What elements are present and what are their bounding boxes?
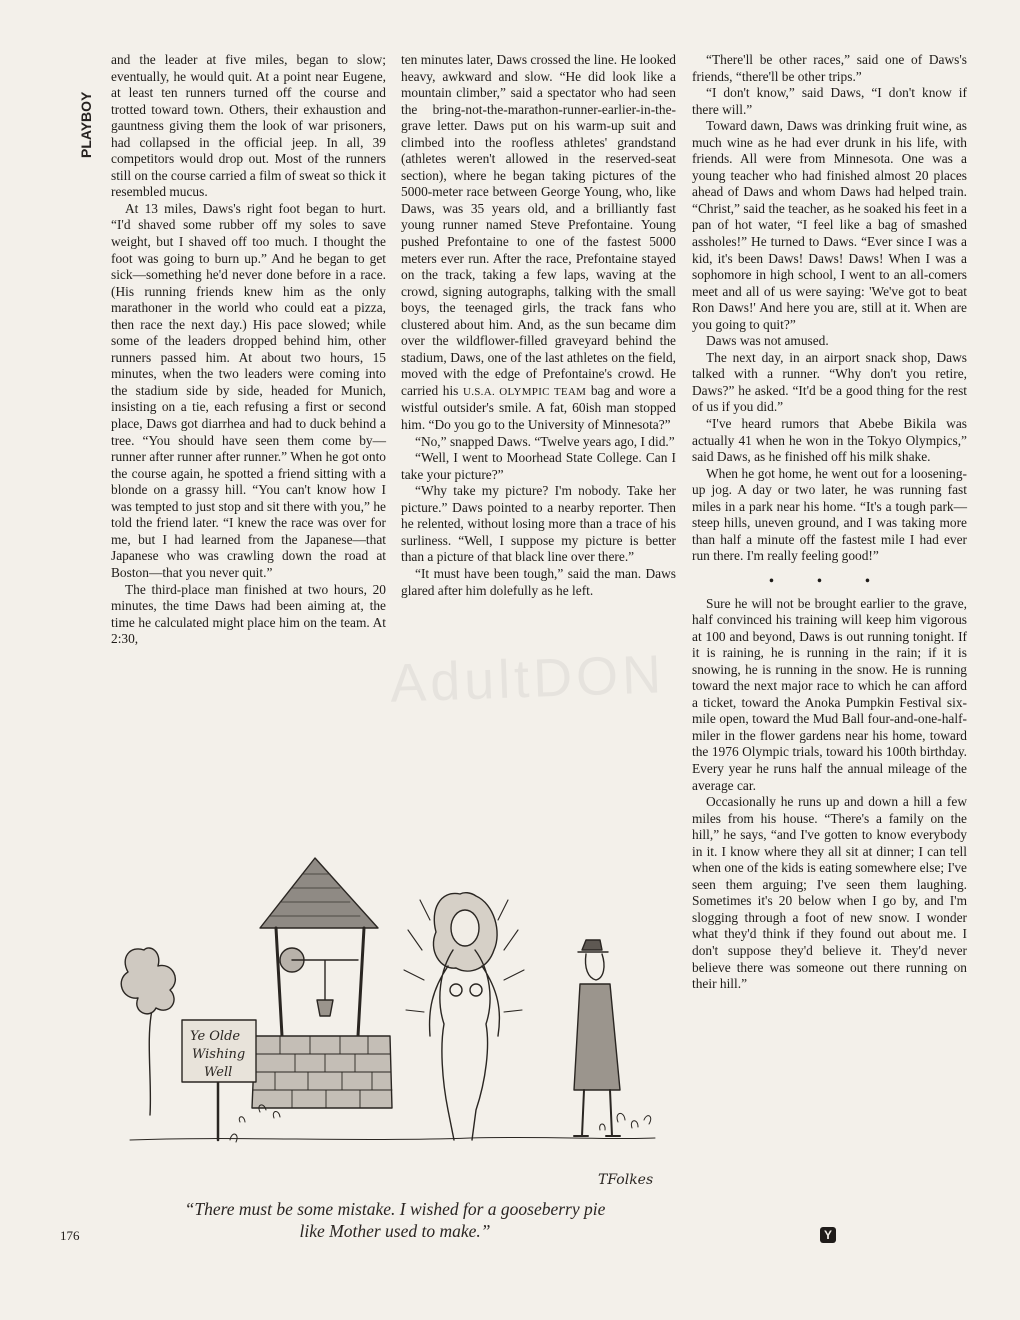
paragraph: “No,” snapped Daws. “Twelve years ago, I did.”	[415, 433, 675, 449]
paragraph: The next day, in an airport snack shop, Daws talked with a runner. “Why don't you retire, Daws?” he asked. “It'd be a good thing for the rest of us if you did.”	[692, 349, 967, 415]
paragraph: “Why take my picture? I'm nobody. Take her picture.” Daws pointed to a nearby reporter. Then he relented, without losing more than a trace of his surliness. “Well, I suppose my picture is better than a picture of that black line over there.”	[401, 483, 676, 565]
cartoon-caption: “There must be some mistake. I wished for a gooseberry pie like Mother used to make.”	[184, 1199, 606, 1241]
paragraph: “Well, I went to Moorhead State College. Can I take your picture?”	[401, 450, 676, 482]
sign-text-line1: Ye Olde	[190, 1029, 241, 1044]
well-posts	[276, 928, 364, 1036]
paragraph: Sure he will not be brought earlier to the grave, half convinced his training will keep him vigorous at 100 and beyond, Daws is out running tonight. If it is raining, he is running in the rain; if it is snowing, he is running in the snow. He is running toward the next major race to which he can afford a ticket, toward the Anoka Pumpkin Festival six-mile open, toward the Mud Ball four-and-one-half-miler in the flower gardens near his home, toward the 1976 Olympic trials, toward his 100th birthday. Every year he runs half the annual mileage of the average car.	[692, 595, 967, 793]
paragraph: The third-place man finished at two hours, 20 minutes, the time Daws had been aiming at, the time he calculated might place him on the team. At 2:30,	[111, 581, 386, 647]
flowers-right	[600, 1113, 651, 1130]
flowers-left	[230, 1105, 280, 1142]
tree-foliage	[121, 948, 175, 1014]
paragraph: When he got home, he went out for a loosening-up jog. A day or two later, he was running fast miles in a park near his home. “It's a tough park—steep hills, uneven ground, and I was taking more than half a minute off the fastest mile I had ever run there. I'm really feeling good!”	[692, 465, 967, 564]
page-number: 176	[60, 1228, 80, 1243]
paragraph: “There'll be other races,” said one of Daws's friends, “there'll be other trips.”	[692, 52, 967, 84]
paragraph: Toward dawn, Daws was drinking fruit wine, as much wine as he had ever drunk in his life, with friends. All were from Minnesota. One was a young teacher who had finished almost 20 places ahead of Daws and whom Daws had helped train. “Christ,” said the teacher, as he soaked his feet in a pan of hot water, “I feel like a bag of smashed assholes!” He turned to Daws. “Ever since I was a kid, it's been Daws! Daws! Daws! When I was a sophomore in high school, I went to an all-comers meet and all of us were saying: 'We've got to beat Ron Daws!' And here you are, still at it. When are you going to quit?”	[692, 118, 967, 332]
man-coat	[574, 984, 620, 1090]
paragraph: Daws was not amused.	[706, 333, 829, 349]
paragraph: “I've heard rumors that Abebe Bikila was actually 41 when he won in the Tokyo Olympics,” said Daws, as he finished off his milk shake.	[692, 416, 967, 465]
paragraph: and the leader at five miles, began to slow; eventually, he would quit. At a point near Eugene, at least ten runners turned off the course and trotted toward town. Others, their exhaustion and gauntness giving them the look of war prisoners, had collapsed in the official jeep. In all, 39 competitors would drop out. Most of the runners still on the course carried a film of sweat so thick it resembled mucus.	[111, 52, 386, 200]
paragraph-text: bag and wore a wistful outsider's smile. A fat, 60ish man stopped him. “Do you go to the University of Minnesota?”	[401, 382, 676, 433]
running-head-brand: PLAYBOY	[78, 91, 94, 159]
end-of-article-mark: Y	[820, 1227, 836, 1243]
man-hat	[578, 940, 608, 952]
paragraph: Occasionally he runs up and down a hill a few miles from his house. “There's a family on the hill,” he says, “and I've gotten to know everybody in it. I know where they all sit at dinner; I can tell when one of the kids is eating somewhere else; I've seen them arguing; I've seen them laughing. Sometimes it's 20 below when I go by, and I'm slogging through a foot of new snow. I wonder what they'd think if they found out about me. I don't suppose they'd believe it. They'd never believe there was someone out there running on their hill.”	[692, 794, 967, 992]
paragraph: “I don't know,” said Daws, “I don't know if there will.”	[692, 85, 967, 117]
paragraph: At 13 miles, Daws's right foot began to hurt. “I'd shaved some rubber off my soles to save weight, but I shaved off too much. I thought the foot was going to burn up.” And he began to get sick—something he'd never done before in a race. (His running friends knew him as the only marathoner in the world who could eat a pizza, then race the next day.) His pace slowed; while some of the leaders dropped behind him, other runners passed him. At about two hours, 15 minutes, when the two leaders were coming into the stadium side by side, headed for Munich, insisting on a tie, each refusing a first or second place, Daws got diarrhea and had to duck behind a tree. “You should have seen them come by—runner after runner after runner.” When he got onto the course again, he spotted a friend sitting with a blonde on a grassy hill. “You can't know how I was tempted to just stop and sit there with you,” he told the friend later. “I knew the race was over for me, but I had learned from the Japanese—that Japanese who was crawling down the road at Boston—that you never quit.”	[111, 200, 386, 580]
paragraph-text: ten minutes later, Daws crossed the line. He looked heavy, awkward and slow. “He did look like a mountain climber,” said a spectator who had seen the bring-not-the-marathon-runner-earlier-in-the-grave letter. Daws put on his warm-up suit and climbed into the roofless athletes' grandstand (athletes weren't allowed in the reserved-seat section), where he began taking pictures of the 5000-meter race between George Young, who, like Daws, was 35 years old, and a brilliantly fast young runner named Steve Prefontaine. Young pushed Prefontaine to one of the fastest 5000 meters ever run. After the race, Prefontaine stayed on the track, taking a few laps, waving at the crowd, signing autographs, talking with the small boys, the teenaged girls, the track fans who clustered about him. And, as the sun became dim over the wildflower-filled graveyard behind the stadium, Daws, one of the last athletes on the field, moved with the edge of Prefontaine's crowd. He carried his	[401, 52, 676, 398]
text-column-3	[692, 52, 967, 993]
text-column-2	[401, 52, 676, 599]
small-caps-team-name: U.S.A. OLYMPIC TEAM	[462, 385, 587, 398]
woman-body	[430, 950, 500, 1140]
well-roof	[260, 858, 378, 928]
sign-text-line2: Wishing	[192, 1047, 246, 1062]
artist-signature: TFolkes	[598, 1172, 654, 1188]
cartoon-illustration	[110, 840, 675, 1200]
text-column-1	[111, 52, 386, 648]
watermark: AdultDON	[389, 644, 667, 714]
well-bucket	[317, 1000, 333, 1016]
paragraph: “It must have been tough,” said the man. Daws glared after him dolefully as he left.	[401, 565, 676, 598]
ground	[130, 1137, 655, 1140]
sign-text-line3: Well	[204, 1065, 233, 1080]
paragraph	[401, 52, 676, 434]
section-break-dots: • • •	[769, 572, 890, 588]
man-head	[585, 954, 604, 980]
